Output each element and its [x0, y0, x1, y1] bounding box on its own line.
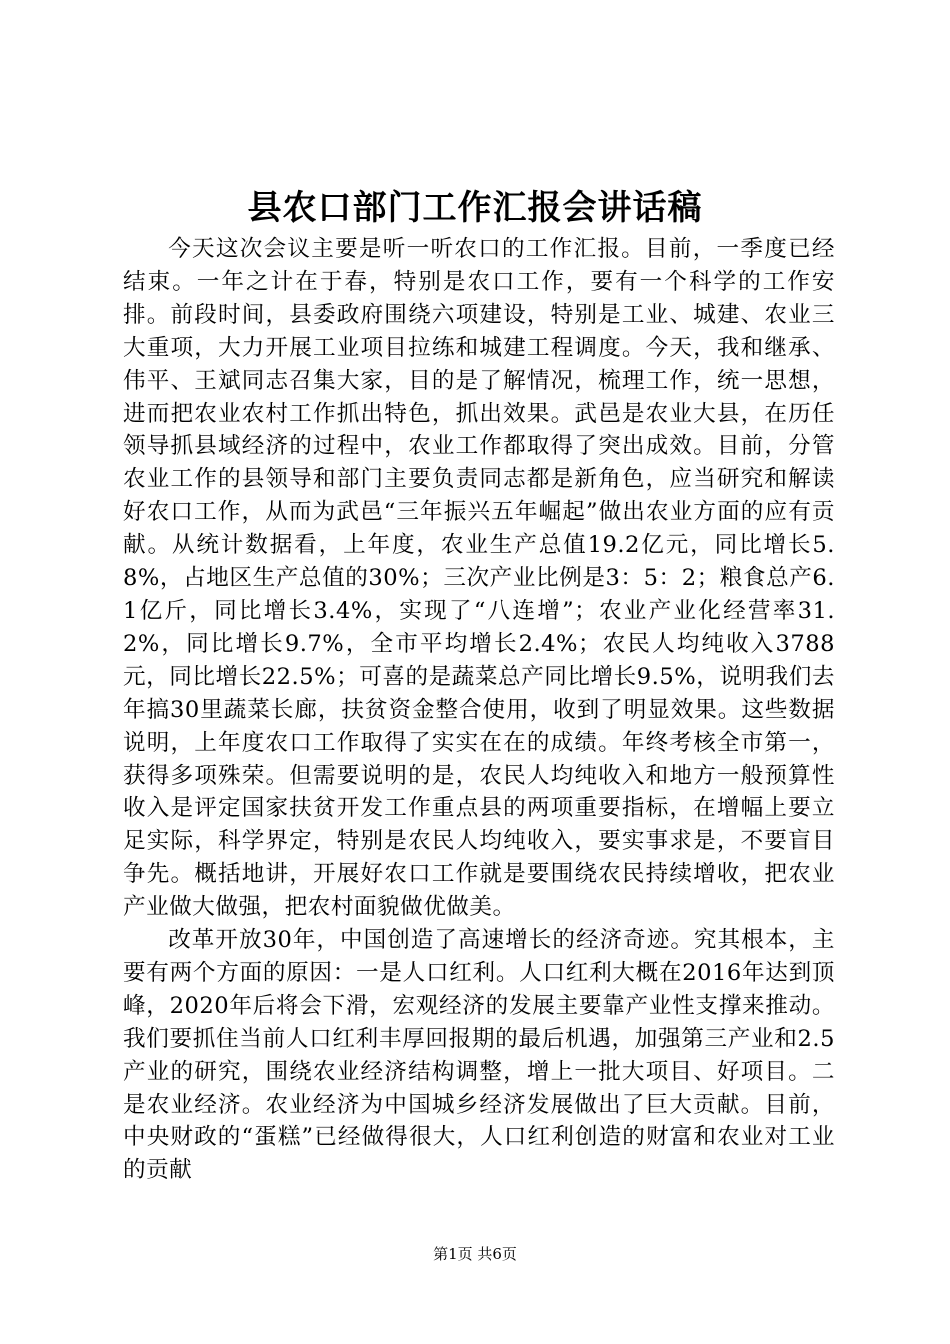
paragraph: 改革开放30年，中国创造了高速增长的经济奇迹。究其根本，主要有两个方面的原因：一是人口红利。人口红利大概在2016年达到顶峰，2020年后将会下滑，宏观经济的发展主要靠产业性支撑来推动。我们要抓住当前人口红利丰厚回报期的最后机遇，加强第三产业和2.5产业的研究，围绕农业经济结构调整，增上一批大项目、好项目。二是农业经济。农业经济为中国城乡经济发展做出了巨大贡献。目前，中央财政的“蛋糕”已经做得很大，人口红利创造的财富和农业对工业的贡献 [123, 927, 835, 1184]
paragraph: 今天这次会议主要是听一听农口的工作汇报。目前，一季度已经结束。一年之计在于春，特别是农口工作，要有一个科学的工作安排。前段时间，县委政府围绕六项建设，特别是工业、城建、农业三大重项，大力开展工业项目拉练和城建工程调度。今天，我和继承、伟平、王斌同志召集大家，目的是了解情况，梳理工作，统一思想，进而把农业农村工作抓出特色，抓出效果。武邑是农业大县，在历任领导抓县域经济的过程中，农业工作都取得了突出成效。目前，分管农业工作的县领导和部门主要负责同志都是新角色，应当研究和解读好农口工作，从而为武邑“三年振兴五年崛起”做出农业方面的应有贡献。从统计数据看，上年度，农业生产总值19.2亿元，同比增长5.8%，占地区生产总值的30%；三次产业比例是3：5：2；粮食总产6.1亿斤，同比增长3.4%，实现了“八连增”；农业产业化经营率31.2%，同比增长9.7%，全市平均增长2.4%；农民人均纯收入3788元，同比增长22.5%；可喜的是蔬菜总产同比增长9.5%，说明我们去年搞30里蔬菜长廊，扶贫资金整合使用，收到了明显效果。这些数据说明，上年度农口工作取得了实实在在的成绩。年终考核全市第一，获得多项殊荣。但需要说明的是，农民人均纯收入和地方一般预算性收入是评定国家扶贫开发工作重点县的两项重要指标，在增幅上要立足实际，科学界定，特别是农民人均纯收入，要实事求是，不要盲目争先。概括地讲，开展好农口工作就是要围绕农民持续增收，把农业产业做大做强，把农村面貌做优做美。 [123, 236, 835, 921]
document-body [123, 233, 835, 1187]
document-title: 县农口部门工作汇报会讲话稿 [247, 188, 703, 228]
page-number-footer: 第1页 共6页 [433, 1245, 517, 1263]
